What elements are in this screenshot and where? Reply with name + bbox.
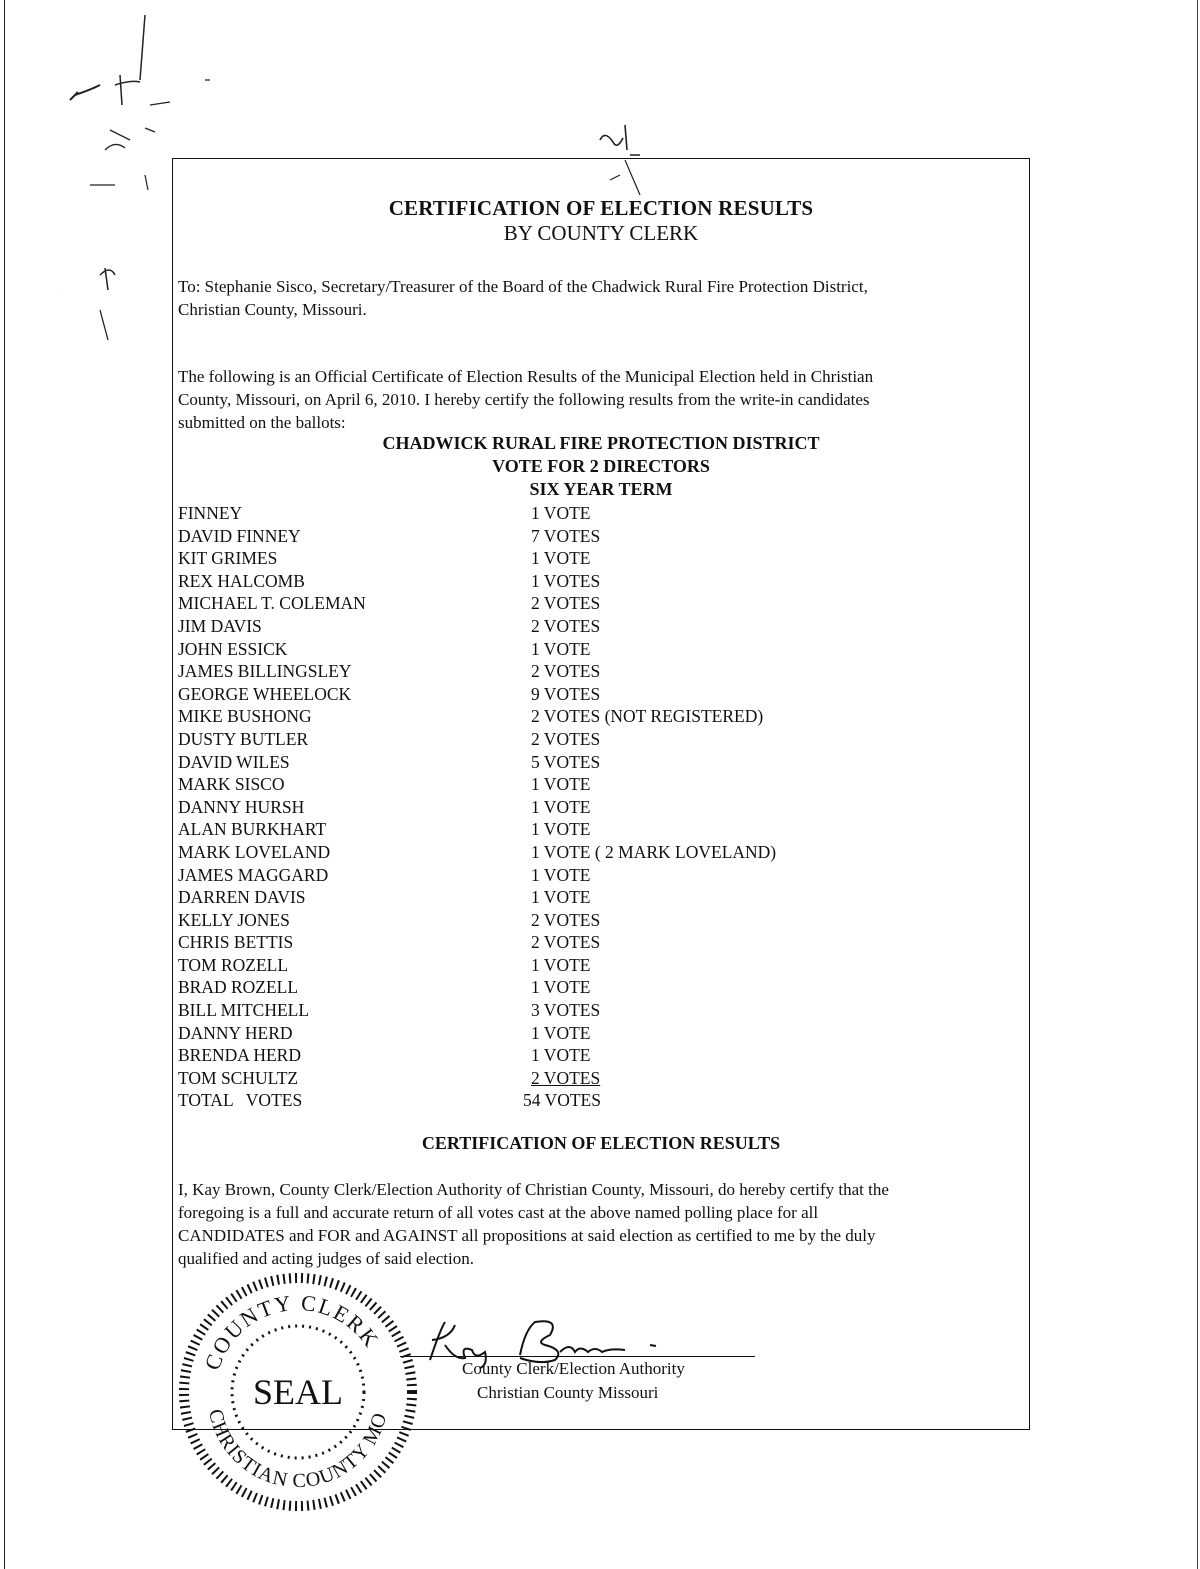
vote-count: 1 VOTE	[531, 638, 591, 659]
page-left-edge	[4, 0, 5, 1569]
result-row	[178, 909, 978, 932]
page-right-edge	[1197, 0, 1198, 1569]
result-row	[178, 864, 978, 887]
result-row	[178, 1022, 978, 1045]
vote-count: 7 VOTES	[531, 525, 601, 546]
addressee-line: Christian County, Missouri.	[178, 300, 367, 319]
vote-count: 1 VOTE ( 2 MARK LOVELAND)	[531, 841, 777, 862]
candidate-name: TOTAL VOTES	[178, 1090, 303, 1111]
certification-line: qualified and acting judges of said election.	[178, 1249, 474, 1268]
candidate-name: BILL MITCHELL	[178, 1000, 310, 1021]
vote-count: 1 VOTE	[531, 887, 591, 908]
candidate-name: DAVID WILES	[178, 751, 290, 772]
candidate-name: TOM ROZELL	[178, 954, 289, 975]
vote-count: 2 VOTES	[531, 932, 601, 953]
candidate-name: REX HALCOMB	[178, 570, 305, 591]
vote-count: 5 VOTES	[531, 751, 601, 772]
candidate-name: BRENDA HERD	[178, 1045, 301, 1066]
vote-count: 2 VOTES	[531, 593, 601, 614]
signature-line	[400, 1356, 755, 1357]
result-row	[178, 570, 978, 593]
result-row	[178, 954, 978, 977]
certification-line: I, Kay Brown, County Clerk/Election Authority of Christian County, Missouri, do hereby certify that the	[178, 1180, 889, 1199]
candidate-name: CHRIS BETTIS	[178, 932, 294, 953]
candidate-name: KIT GRIMES	[178, 548, 278, 569]
addressee-block	[178, 275, 998, 321]
result-row	[178, 931, 978, 954]
result-row	[178, 1044, 978, 1067]
result-row	[178, 999, 978, 1022]
vote-count: 2 VOTES	[531, 615, 601, 636]
vote-count: 1 VOTE	[531, 1045, 591, 1066]
candidate-name: TOM SCHULTZ	[178, 1067, 299, 1088]
vote-count: 1 VOTE	[531, 1022, 591, 1043]
candidate-name: JAMES BILLINGSLEY	[178, 661, 352, 682]
vote-count: 2 VOTES	[531, 661, 601, 682]
vote-count: 9 VOTES	[531, 683, 601, 704]
certification-line: CANDIDATES and FOR and AGAINST all propositions at said election as certified to me by the duly	[178, 1226, 876, 1245]
result-row	[178, 886, 978, 909]
result-row	[178, 547, 978, 570]
vote-count: 1 VOTE	[531, 954, 591, 975]
vote-count: 2 VOTES	[531, 1067, 601, 1088]
document-title: CERTIFICATION OF ELECTION RESULTS	[388, 196, 814, 220]
vote-count: 1 VOTE	[531, 864, 591, 885]
result-row	[178, 683, 978, 706]
intro-line: County, Missouri, on April 6, 2010. I hereby certify the following results from the write-in candidates	[178, 390, 870, 409]
candidate-name: DUSTY BUTLER	[178, 728, 309, 749]
result-row	[178, 705, 978, 728]
result-row	[178, 976, 978, 999]
candidate-name: MARK SISCO	[178, 774, 285, 795]
seal-center-text: SEAL	[253, 1372, 343, 1412]
candidate-name: MARK LOVELAND	[178, 841, 331, 862]
candidate-name: DAVID FINNEY	[178, 525, 301, 546]
intro-line: The following is an Official Certificate of Election Results of the Municipal Election held in Christian	[178, 367, 874, 386]
term-heading: SIX YEAR TERM	[529, 479, 673, 499]
addressee-line: To: Stephanie Sisco, Secretary/Treasurer of the Board of the Chadwick Rural Fire Protection District,	[178, 277, 868, 296]
candidate-name: JIM DAVIS	[178, 615, 262, 636]
intro-line: submitted on the ballots:	[178, 413, 346, 432]
candidate-name: KELLY JONES	[178, 909, 290, 930]
results-list	[178, 502, 978, 1112]
result-row	[178, 841, 978, 864]
certification-heading: CERTIFICATION OF ELECTION RESULTS	[421, 1133, 781, 1153]
vote-count: 1 VOTE	[531, 774, 591, 795]
vote-count: 54 VOTES	[523, 1090, 601, 1111]
candidate-name: FINNEY	[178, 503, 243, 523]
candidate-name: JAMES MAGGARD	[178, 864, 329, 885]
certification-line: foregoing is a full and accurate return of all votes cast at the above named polling place for all	[178, 1203, 819, 1222]
seal-bottom-text: CHRISTIAN COUNTY MO	[203, 1407, 392, 1493]
result-row	[178, 796, 978, 819]
candidate-name: JOHN ESSICK	[178, 638, 288, 659]
result-row	[178, 638, 978, 661]
candidate-name: MIKE BUSHONG	[178, 706, 312, 727]
candidate-name: ALAN BURKHART	[178, 819, 327, 840]
vote-count: 1 VOTES	[531, 570, 601, 591]
vote-count: 1 VOTE	[531, 503, 591, 523]
vote-count: 1 VOTE	[531, 548, 591, 569]
intro-paragraph	[178, 365, 998, 434]
result-row	[178, 818, 978, 841]
vote-count: 2 VOTES	[531, 909, 601, 930]
candidate-name: DARREN DAVIS	[178, 887, 306, 908]
county-clerk-seal	[178, 1272, 418, 1512]
vote-count: 2 VOTES (NOT REGISTERED)	[531, 706, 764, 727]
candidate-name: BRAD ROZELL	[178, 977, 299, 998]
seal-top-text: COUNTY CLERK	[199, 1289, 385, 1374]
office-heading: VOTE FOR 2 DIRECTORS	[492, 456, 710, 476]
candidate-name: DANNY HERD	[178, 1022, 293, 1043]
result-row	[178, 525, 978, 548]
document-subtitle: BY COUNTY CLERK	[503, 221, 699, 245]
vote-count: 1 VOTE	[531, 796, 591, 817]
candidate-name: MICHAEL T. COLEMAN	[178, 593, 366, 614]
vote-count: 2 VOTES	[531, 728, 601, 749]
result-row	[178, 592, 978, 615]
result-row	[178, 751, 978, 774]
result-row	[178, 660, 978, 683]
result-row	[178, 615, 978, 638]
vote-count: 1 VOTE	[531, 819, 591, 840]
result-row	[178, 1089, 978, 1112]
signer-jurisdiction: Christian County Missouri	[477, 1383, 659, 1402]
vote-count: 1 VOTE	[531, 977, 591, 998]
candidate-name: DANNY HURSH	[178, 796, 305, 817]
signer-title: County Clerk/Election Authority	[462, 1359, 685, 1378]
result-row	[178, 502, 978, 525]
district-heading: CHADWICK RURAL FIRE PROTECTION DISTRICT	[382, 433, 820, 453]
result-row	[178, 728, 978, 751]
candidate-name: GEORGE WHEELOCK	[178, 683, 352, 704]
result-row	[178, 1067, 978, 1090]
certification-statement	[178, 1178, 998, 1270]
vote-count: 3 VOTES	[531, 1000, 601, 1021]
result-row	[178, 773, 978, 796]
